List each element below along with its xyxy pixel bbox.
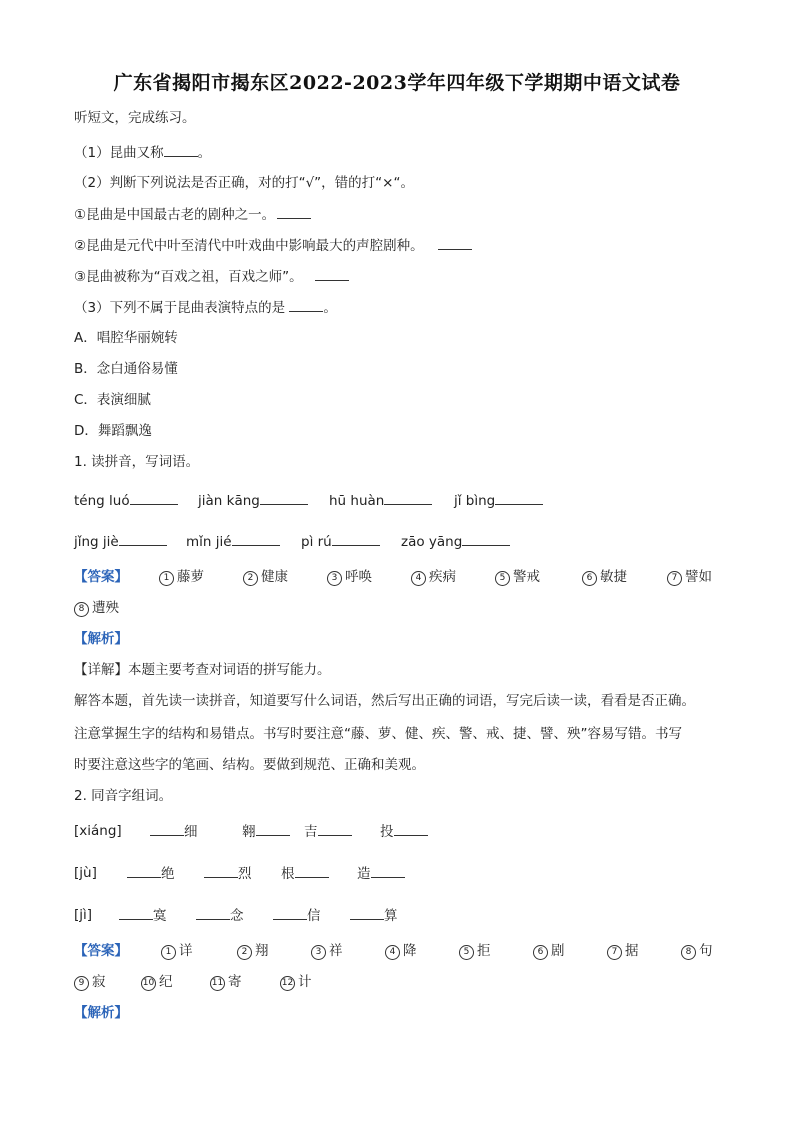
pinyin-item: mǐn jié bbox=[186, 532, 280, 551]
statement-3-blank[interactable] bbox=[315, 267, 349, 281]
answer-item: 3 祥 bbox=[311, 942, 343, 960]
homophone-item: 投 bbox=[380, 822, 428, 841]
answer-item: 11 寄 bbox=[211, 974, 242, 990]
answer-1-row-2 bbox=[74, 599, 274, 617]
homophone-row-3 bbox=[74, 906, 734, 924]
answer-item: 5 拒 bbox=[459, 942, 491, 960]
answer-2-row-1 bbox=[74, 942, 734, 960]
question-2-prompt: 2. 同音字组词。 bbox=[74, 788, 173, 804]
answer-item: 5 警戒 bbox=[495, 568, 540, 586]
homophone-row-2 bbox=[74, 864, 734, 882]
option-b: B．念白通俗易懂 bbox=[74, 361, 178, 377]
answer-item: 4 疾病 bbox=[411, 568, 456, 586]
answer-item: 8 句 bbox=[681, 942, 713, 960]
q1-blank[interactable] bbox=[164, 143, 198, 157]
homophone-pinyin: [xiáng] bbox=[74, 823, 122, 839]
listen-q2: （2）判断下列说法是否正确，对的打“√”，错的打“×“。 bbox=[74, 175, 414, 191]
page-title: 广东省揭阳市揭东区2022-2023学年四年级下学期期中语文试卷 bbox=[113, 72, 681, 94]
statement-2-blank[interactable] bbox=[438, 236, 472, 250]
homophone-item: 信 bbox=[273, 906, 321, 925]
answer-item: 6 剧 bbox=[533, 942, 565, 960]
q3-end: 。 bbox=[323, 300, 337, 316]
pinyin-row-2 bbox=[74, 532, 734, 550]
answer-tag: 【答案】 bbox=[74, 943, 128, 959]
answer-item: 7 据 bbox=[607, 942, 639, 960]
listen-q1 bbox=[74, 143, 211, 162]
statement-2-text: ②昆曲是元代中叶至清代中叶戏曲中影响最大的声腔剧种。 bbox=[74, 238, 424, 254]
pinyin-item: jiàn kāng bbox=[198, 491, 308, 510]
pinyin-item: hū huàn bbox=[329, 491, 432, 510]
homophone-row-1 bbox=[74, 822, 734, 840]
homophone-item: 寞 bbox=[119, 906, 167, 925]
pinyin-item: pì rú bbox=[301, 532, 380, 551]
question-1-prompt: 1. 读拼音，写词语。 bbox=[74, 454, 200, 470]
pinyin-item: téng luó bbox=[74, 491, 178, 510]
homophone-item: 烈 bbox=[204, 864, 252, 883]
analysis-1-p3: 时要注意这些字的笔画、结构。要做到规范、正确和美观。 bbox=[74, 757, 425, 773]
answer-item: 2 健康 bbox=[243, 568, 288, 586]
answer-item: 10 纪 bbox=[142, 974, 173, 990]
statement-2 bbox=[74, 236, 472, 255]
answer-item: 1 藤萝 bbox=[159, 568, 204, 586]
analysis-1-detail bbox=[74, 661, 331, 679]
option-c: C．表演细腻 bbox=[74, 392, 151, 408]
answer-item: 4 降 bbox=[385, 942, 417, 960]
homophone-item: 绝 bbox=[127, 864, 175, 883]
answer-1-row-1 bbox=[74, 568, 734, 586]
pinyin-item: zāo yāng bbox=[401, 532, 510, 551]
option-a: A．唱腔华丽婉转 bbox=[74, 330, 178, 346]
listen-q3 bbox=[74, 298, 337, 317]
q3-blank[interactable] bbox=[289, 298, 323, 312]
statement-1-text: ①昆曲是中国最古老的剧种之一。 bbox=[74, 207, 276, 223]
answer-item: 7 譬如 bbox=[667, 568, 712, 586]
homophone-item: 翱 bbox=[242, 822, 290, 841]
homophone-item: 造 bbox=[357, 864, 405, 883]
q3-text: （3）下列不属于昆曲表演特点的是 bbox=[74, 300, 290, 316]
answer-item: 1 详 bbox=[161, 942, 193, 960]
statement-3 bbox=[74, 267, 349, 286]
analysis-1-p1: 解答本题，首先读一读拼音，知道要写什么词语，然后写出正确的词语，写完后读一读，看看是否正确。 bbox=[74, 693, 695, 709]
homophone-item: 念 bbox=[196, 906, 244, 925]
statement-1-blank[interactable] bbox=[277, 205, 311, 219]
answer-item: 8 遭殃 bbox=[74, 599, 119, 617]
homophone-pinyin: [jù] bbox=[74, 865, 97, 881]
answer-item: 2 翔 bbox=[237, 942, 269, 960]
detail-text: 本题主要考查对词语的拼写能力。 bbox=[128, 662, 331, 678]
listen-intro: 听短文，完成练习。 bbox=[74, 110, 196, 126]
answer-2-row-2 bbox=[74, 973, 474, 991]
homophone-item: 根 bbox=[281, 864, 329, 883]
homophone-item: 算 bbox=[350, 906, 398, 925]
option-d: D．舞蹈飘逸 bbox=[74, 423, 152, 439]
detail-tag: 【详解】 bbox=[74, 662, 128, 678]
analysis-2-tag: 【解析】 bbox=[74, 1005, 128, 1021]
homophone-pinyin: [jì] bbox=[74, 907, 93, 923]
answer-item: 6 敏捷 bbox=[582, 568, 627, 586]
statement-3-text: ③昆曲被称为“百戏之祖，百戏之师”。 bbox=[74, 269, 303, 285]
statement-1 bbox=[74, 205, 311, 224]
q1-end: 。 bbox=[197, 145, 212, 161]
answer-tag: 【答案】 bbox=[74, 569, 128, 585]
answer-item: 9 寂 bbox=[74, 973, 106, 991]
homophone-item: 吉 bbox=[304, 822, 352, 841]
analysis-1-p2: 注意掌握生字的结构和易错点。书写时要注意“藤、萝、健、疾、警、戒、捷、譬、殃”容易写错。书写 bbox=[74, 726, 682, 742]
homophone-item: 细 bbox=[150, 822, 198, 841]
pinyin-item: jǐng jiè bbox=[74, 532, 167, 551]
answer-item: 3 呼唤 bbox=[327, 568, 372, 586]
pinyin-row-1 bbox=[74, 491, 734, 509]
q1-text: （1）昆曲又称 bbox=[74, 145, 164, 161]
analysis-1-tag: 【解析】 bbox=[74, 631, 128, 647]
answer-item: 12 计 bbox=[281, 974, 312, 990]
pinyin-item: jǐ bìng bbox=[454, 491, 543, 510]
